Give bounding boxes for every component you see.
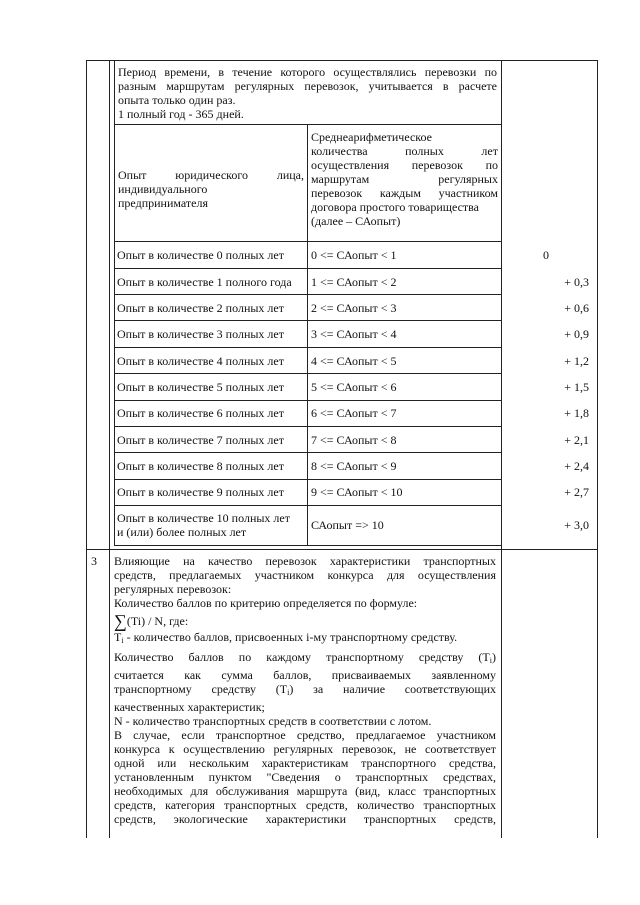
row-divider [114,268,502,269]
experience-cell: Опыт в количестве 0 полных лет [117,248,284,262]
section3-line [114,650,496,668]
score-cell: + 0,3 [564,275,589,289]
header-average-label: количества полных лет [311,144,498,158]
score-cell: + 0,9 [564,327,589,341]
range-cell: 8 <= САопыт < 9 [311,459,397,473]
range-cell: САопыт => 10 [311,518,384,532]
text-fragment: Количество баллов по каждому транспортному средству (T [114,650,490,664]
intro-line: Период времени, в течение которого осуществлялись перевозки по [118,65,497,79]
row-divider [114,294,502,295]
row-divider [114,479,502,480]
experience-cell: Опыт в количестве 9 полных лет [117,485,284,499]
inner-table-mid [307,124,308,545]
intro-line: разным маршрутам регулярных перевозок, учитывается в расчете [118,79,497,93]
range-cell: 4 <= САопыт < 5 [311,354,397,368]
ti-symbol: T [114,630,122,644]
row-divider [114,400,502,401]
experience-cell: и (или) более полных лет [117,525,247,539]
sum-symbol: ∑ [114,611,127,631]
formula [114,612,496,630]
inner-table-left [114,60,115,545]
section3-text [114,554,496,826]
section3-line: N - количество транспортных средств в соответствии с лотом. [114,714,432,728]
range-cell: 2 <= САопыт < 3 [311,301,397,315]
header-experience-label: предпринимателя [118,196,208,210]
section3-line: средств, предлагаемых участником конкурса для осуществления [114,568,496,582]
ti-description: - количество баллов, присвоенных i-му транспортному средству. [123,630,458,644]
section-number: 3 [91,554,97,568]
table-border-right [597,60,598,838]
section3-line: средств, экологические характеристики транспортных средств, [114,812,496,826]
section3-line: Количество баллов по критерию определяется по формуле: [114,596,418,610]
range-cell: 1 <= САопыт < 2 [311,275,397,289]
range-cell: 9 <= САопыт < 10 [311,485,403,499]
table-border-left [86,60,87,838]
experience-cell: Опыт в количестве 8 полных лет [117,459,284,473]
ti-subscript: i [489,656,492,665]
row-divider [114,373,502,374]
section3-line: одной или нескольким характеристикам транспортного средства, [114,756,496,770]
score-cell: + 2,4 [564,459,589,473]
score-cell: + 3,0 [564,518,589,532]
header-experience-label: Опыт юридического лица, [118,168,304,182]
table-border-score-col [501,60,502,838]
section3-line: Влияющие на качество перевозок характеристики транспортных [114,554,496,568]
section3-line: В случае, если транспортное средство, предлагаемое участником [114,728,496,742]
experience-cell: Опыт в количестве 7 полных лет [117,433,284,447]
row-divider [114,320,502,321]
header-average-label: Среднеарифметическое [311,130,432,144]
row-divider [114,241,502,242]
section3-line: средств, категория транспортных средств, количество транспортных [114,798,496,812]
section3-line [114,682,496,700]
experience-cell: Опыт в количестве 5 полных лет [117,380,284,394]
ti-subscript: i [121,636,124,645]
section3-line: установленным пунктом "Сведения о транспортных средствах, [114,770,496,784]
score-cell: 0 [543,248,549,262]
formula-text: (Ti) / N, где: [126,614,189,628]
header-average-label: осуществления перевозок по [311,158,498,172]
ti-subscript: i [287,688,290,697]
section3-line: регулярных перевозок: [114,582,232,596]
row-divider [114,347,502,348]
text-fragment: ) [492,650,496,664]
score-cell: + 2,7 [564,485,589,499]
experience-cell: Опыт в количестве 10 полных лет [117,511,290,525]
text-fragment: транспортному средству (T [114,682,288,696]
range-cell: 7 <= САопыт < 8 [311,433,397,447]
experience-cell: Опыт в количестве 4 полных лет [117,354,284,368]
score-cell: + 1,8 [564,406,589,420]
score-cell: + 2,1 [564,433,589,447]
score-cell: + 0,6 [564,301,589,315]
experience-cell: Опыт в количестве 1 полного года [117,275,292,289]
row-divider [114,124,502,125]
table-top-border [86,60,598,61]
row-divider [114,426,502,427]
row-divider [114,452,502,453]
header-average-label: маршрутам регулярных [311,172,498,186]
row-divider [114,505,502,506]
section3-line: необходимых для обслуживания маршрута (вид, класс транспортных [114,784,496,798]
header-average-label: договора простого товарищества [311,200,480,214]
table-border-number-col [109,60,110,838]
range-cell: 0 <= САопыт < 1 [311,248,397,262]
section3-line: конкурса к осуществлению регулярных перевозок, не соответствует [114,742,496,756]
experience-cell: Опыт в количестве 6 полных лет [117,406,284,420]
score-cell: + 1,5 [564,380,589,394]
section3-line [114,630,496,648]
intro-line: опыта только один раз. [118,93,236,107]
inner-table-bottom [114,545,502,546]
header-experience-label: индивидуального [118,182,208,196]
experience-cell: Опыт в количестве 3 полных лет [117,327,284,341]
section3-line: качественных характеристик; [114,700,265,714]
text-fragment: ) за наличие соответствующих [289,682,496,696]
header-average-label: перевозок каждым участником [311,186,498,200]
experience-cell: Опыт в количестве 2 полных лет [117,301,284,315]
section-divider [86,549,598,550]
range-cell: 6 <= САопыт < 7 [311,406,397,420]
section3-line: считается как сумма баллов, присваиваемых заявленному [114,668,496,682]
header-average-label: (далее – САопыт) [311,214,401,228]
range-cell: 5 <= САопыт < 6 [311,380,397,394]
score-cell: + 1,2 [564,354,589,368]
intro-line: 1 полный год - 365 дней. [118,107,244,121]
range-cell: 3 <= САопыт < 4 [311,327,397,341]
